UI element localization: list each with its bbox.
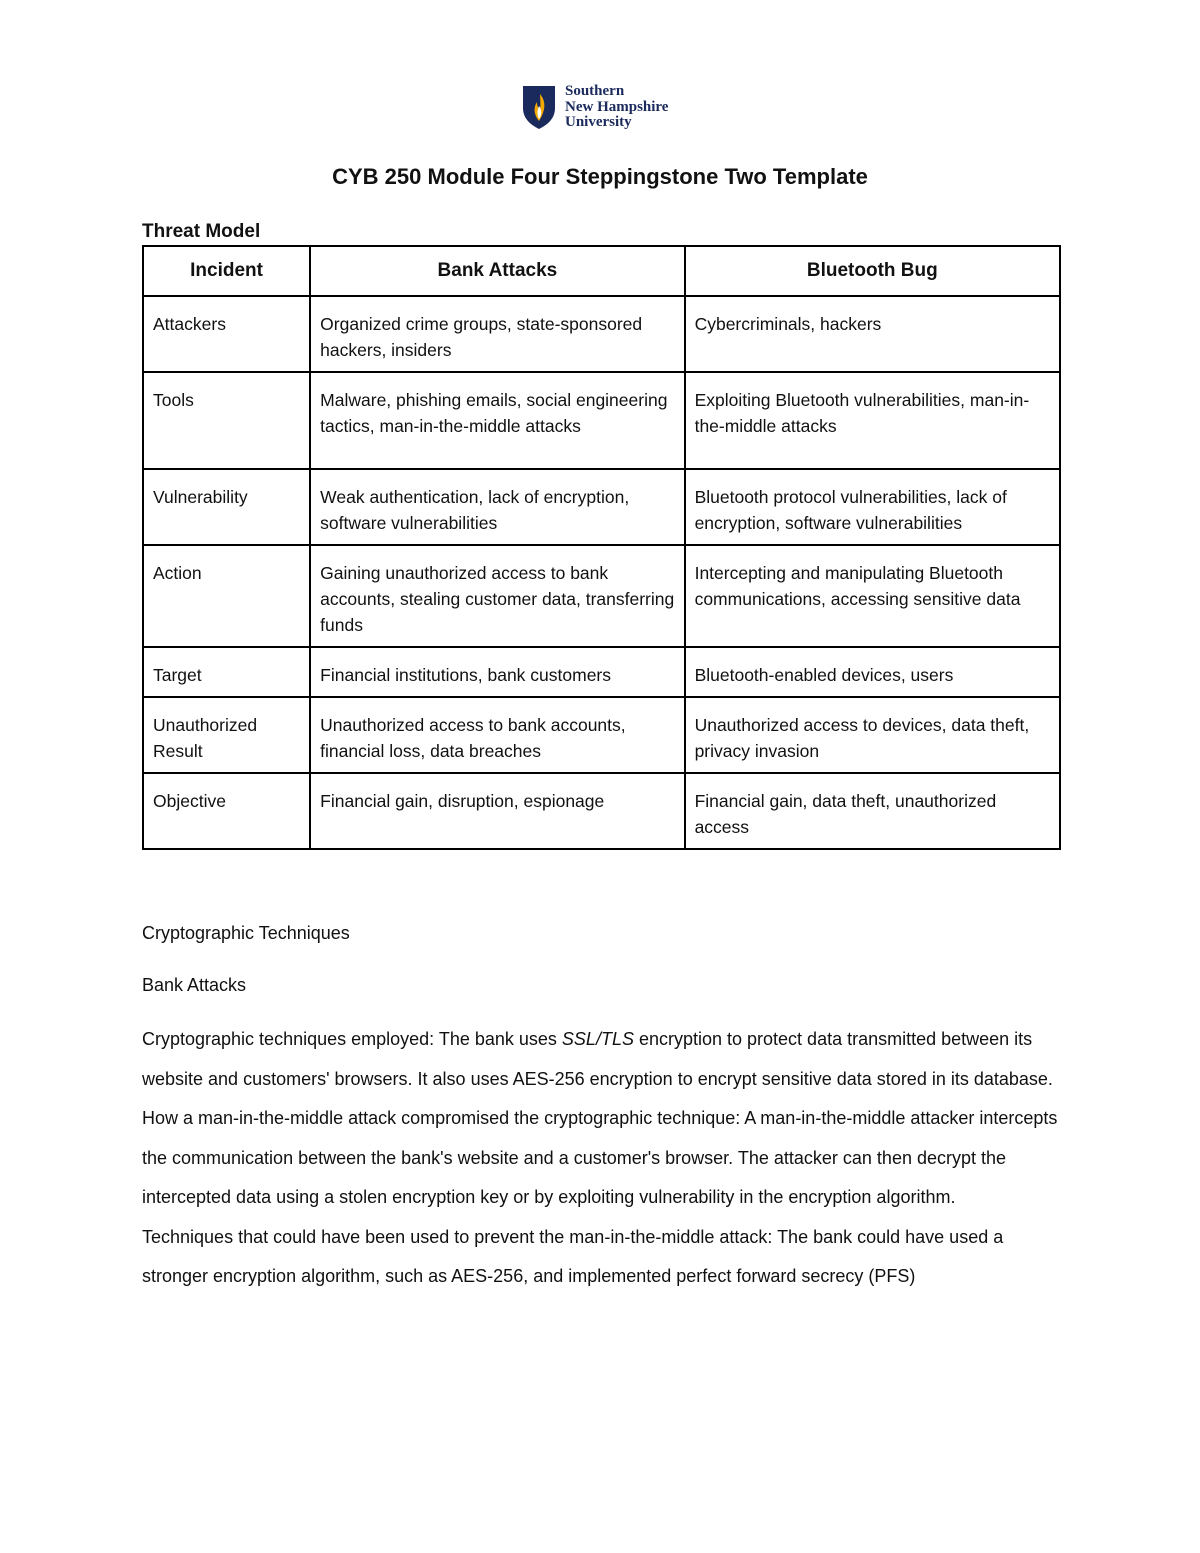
p1-text-before: Cryptographic techniques employed: The bank uses: [142, 1029, 562, 1049]
bluetooth-cell: Cybercriminals, hackers: [685, 296, 1060, 372]
logo-wordmark: [565, 84, 668, 131]
bluetooth-cell: Unauthorized access to devices, data theft, privacy invasion: [685, 697, 1060, 773]
bluetooth-cell: Bluetooth protocol vulnerabilities, lack of encryption, software vulnerabilities: [685, 469, 1060, 545]
paragraph-mitm-compromise: How a man-in-the-middle attack compromised the cryptographic technique: A man-in-the-middle attacker intercepts the communication between the bank's website and a customer's browser. The attacker can then decrypt the intercepted data using a stolen encryption key or by exploiting vulnerability in the encryption algorithm.: [142, 1108, 1058, 1207]
bank-cell: Unauthorized access to bank accounts, financial loss, data breaches: [310, 697, 684, 773]
table-row: [143, 647, 1060, 697]
row-label: Attackers: [143, 296, 310, 372]
bank-cell: Gaining unauthorized access to bank accounts, stealing customer data, transferring funds: [310, 545, 684, 647]
table-row: [143, 697, 1060, 773]
bank-cell: Weak authentication, lack of encryption, software vulnerabilities: [310, 469, 684, 545]
row-label: Objective: [143, 773, 310, 849]
bank-cell: Financial gain, disruption, espionage: [310, 773, 684, 849]
bluetooth-cell: Financial gain, data theft, unauthorized access: [685, 773, 1060, 849]
threat-model-heading: Threat Model: [142, 221, 261, 242]
logo-line-3: University: [565, 114, 632, 130]
row-label: Target: [143, 647, 310, 697]
bank-attacks-heading: Bank Attacks: [142, 975, 247, 995]
paragraph-prevention: Techniques that could have been used to prevent the man-in-the-middle attack: The bank could have used a stronger encryption algorithm, such as AES-256, and implemented perfect forward secrecy (PFS): [142, 1226, 1004, 1286]
logo-line-1: Southern: [565, 83, 625, 99]
table-row: [143, 773, 1060, 849]
bluetooth-cell: Intercepting and manipulating Bluetooth communications, accessing sensitive data: [685, 545, 1060, 647]
row-label: Tools: [143, 372, 310, 469]
row-label: Unauthorized Result: [143, 697, 310, 773]
bank-cell: Malware, phishing emails, social engineering tactics, man-in-the-middle attacks: [310, 372, 684, 469]
crypto-heading: Cryptographic Techniques: [142, 923, 350, 943]
header-bank-attacks: Bank Attacks: [310, 246, 684, 296]
row-label: Action: [143, 545, 310, 647]
table-row: [143, 296, 1060, 372]
p1-emphasis: SSL/TLS: [561, 1029, 634, 1049]
paragraph-techniques-employed: [142, 1020, 1072, 1099]
p1-text-after: encryption to protect data transmitted between its website and customers' browsers. It also uses AES-256 encryption to encrypt sensitive data stored in its database.: [142, 1029, 1053, 1089]
header-bluetooth-bug: Bluetooth Bug: [685, 246, 1060, 296]
table-row: [143, 545, 1060, 647]
row-label: Vulnerability: [143, 469, 310, 545]
bank-cell: Organized crime groups, state-sponsored hackers, insiders: [310, 296, 684, 372]
table-header-row: [143, 246, 1060, 296]
header-incident: Incident: [143, 246, 310, 296]
bank-cell: Financial institutions, bank customers: [310, 647, 684, 697]
document-title: CYB 250 Module Four Steppingstone Two Template: [332, 164, 868, 189]
bluetooth-cell: Bluetooth-enabled devices, users: [685, 647, 1060, 697]
shield-flame-icon: [521, 84, 557, 130]
crypto-paragraphs: [142, 1020, 1072, 1297]
logo-line-2: New Hampshire: [565, 98, 669, 115]
table-row: [143, 372, 1060, 469]
snhu-logo: [521, 84, 668, 131]
table-row: [143, 469, 1060, 545]
bluetooth-cell: Exploiting Bluetooth vulnerabilities, man-in-the-middle attacks: [685, 372, 1060, 469]
threat-model-table: [142, 245, 1061, 850]
